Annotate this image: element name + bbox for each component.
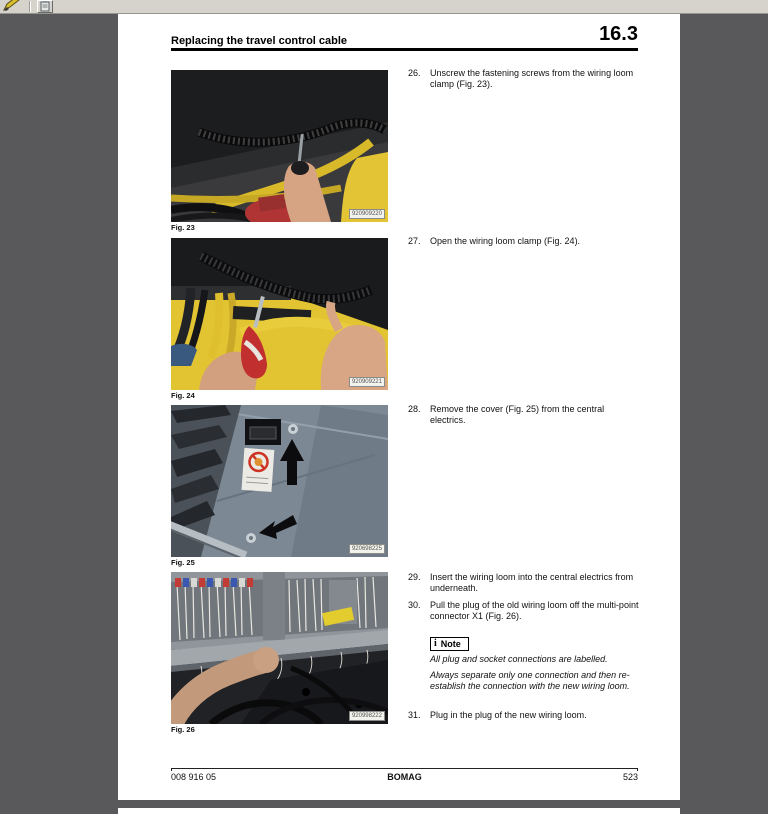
figure-caption: Fig. 26 <box>171 725 195 734</box>
figure-26-photo <box>171 572 388 724</box>
instruction-item-31 <box>408 710 640 721</box>
figure-23-photo <box>171 70 388 222</box>
header-rule <box>171 48 638 51</box>
toolbar <box>0 0 768 14</box>
next-page-edge <box>118 808 680 814</box>
instruction-text: Pull the plug of the old wiring loom off the multi-point connector X1 (Fig. 26). <box>430 600 639 621</box>
photo-id-label: 920909220 <box>349 209 385 219</box>
info-icon: i <box>434 638 437 649</box>
page-title: Replacing the travel control cable <box>171 35 348 47</box>
footer <box>171 772 638 784</box>
note-label: Note <box>440 639 461 649</box>
instruction-text: Unscrew the fastening screws from the wiring loom clamp (Fig. 23). <box>430 68 634 89</box>
toolbar-separator <box>29 1 30 12</box>
note-text: Always separate only one connection and then re-establish the connection with the new wiring loom. <box>430 670 630 691</box>
figure-26 <box>171 572 388 736</box>
page-number: 523 <box>622 772 638 782</box>
photo-id-label: 920698225 <box>349 544 385 554</box>
photo-id-label: 920998222 <box>349 711 385 721</box>
figure-23 <box>171 70 388 234</box>
instruction-text: Plug in the plug of the new wiring loom. <box>430 710 587 720</box>
instruction-text: Open the wiring loom clamp (Fig. 24). <box>430 236 581 246</box>
section-number: 16.3 <box>599 23 638 45</box>
pen-icon[interactable] <box>2 0 22 13</box>
instruction-item-27 <box>408 236 640 247</box>
figure-25-photo <box>171 405 388 557</box>
instruction-number: 26. <box>408 68 421 78</box>
instruction-number: 30. <box>408 600 421 610</box>
note-box <box>430 637 469 651</box>
photo-id-label: 920909221 <box>349 377 385 387</box>
instruction-item-28 <box>408 404 640 426</box>
instruction-item-26 <box>408 68 640 90</box>
instruction-number: 29. <box>408 572 421 582</box>
instruction-item-30 <box>408 600 640 622</box>
figure-24-photo <box>171 238 388 390</box>
figure-caption: Fig. 25 <box>171 558 195 567</box>
figure-25 <box>171 405 388 569</box>
figure-caption: Fig. 24 <box>171 391 195 400</box>
instruction-item-29 <box>408 572 640 594</box>
brand-name: BOMAG <box>387 772 422 782</box>
instruction-number: 31. <box>408 710 421 720</box>
instruction-text: Insert the wiring loom into the central electrics from underneath. <box>430 572 634 593</box>
manual-page <box>118 14 680 800</box>
figure-caption: Fig. 23 <box>171 223 195 232</box>
document-number: 008 916 05 <box>171 772 217 782</box>
paste-icon[interactable] <box>37 0 53 13</box>
instruction-number: 27. <box>408 236 421 246</box>
instruction-number: 28. <box>408 404 421 414</box>
footer-rule <box>171 768 638 769</box>
figure-24 <box>171 238 388 402</box>
note-text: All plug and socket connections are labelled. <box>430 654 608 664</box>
instruction-text: Remove the cover (Fig. 25) from the central electrics. <box>430 404 605 425</box>
